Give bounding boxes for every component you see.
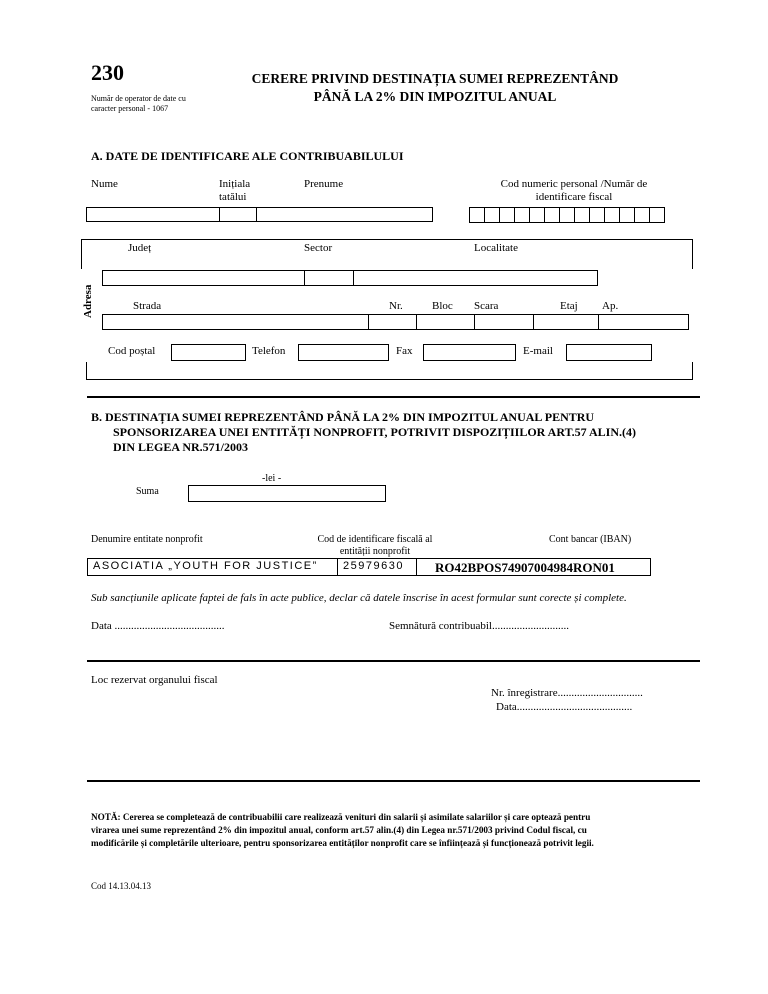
label-adresa: Adresa [82, 284, 94, 318]
form-number: 230 [91, 60, 124, 85]
cnp-cell[interactable] [469, 207, 485, 223]
label-bloc: Bloc [432, 300, 453, 312]
label-prenume: Prenume [304, 178, 344, 190]
denumire-field[interactable]: ASOCIATIA „YOUTH FOR JUSTICE” [87, 558, 338, 576]
label-iban: Cont bancar (IBAN) [549, 534, 632, 545]
title-line-1: CERERE PRIVIND DESTINAȚIA SUMEI REPREZENTÂND [251, 71, 619, 86]
nr-input[interactable] [368, 314, 417, 330]
operator-line-2: caracter personal - 1067 [91, 104, 169, 113]
label-strada: Strada [133, 300, 162, 312]
label-cif-line-1: Cod de identificare fiscală al [317, 534, 433, 545]
prenume-input[interactable] [256, 207, 433, 222]
scara-input[interactable] [474, 314, 534, 330]
nota [91, 811, 594, 850]
nota-line-1: NOTĂ: Cererea se completează de contribuabilii care realizează venituri din salarii și asimilate salariilor și care optează pentru [91, 812, 591, 822]
cnp-cell[interactable] [649, 207, 665, 223]
cnp-cell[interactable] [499, 207, 515, 223]
ap-input[interactable] [598, 314, 689, 330]
iban-field[interactable]: RO42BPOS74907004984RON01 [416, 558, 651, 576]
fiscal-data-line: Data.......................................... [496, 701, 633, 713]
section-a-heading: A. DATE DE IDENTIFICARE ALE CONTRIBUABILULUI [91, 149, 404, 163]
judet-input[interactable] [102, 270, 305, 286]
address-frame-right-bottom [692, 362, 693, 380]
cnp-cell[interactable] [589, 207, 605, 223]
label-localitate: Localitate [474, 242, 518, 254]
label-judet: Județ [128, 242, 152, 254]
telefon-input[interactable] [298, 344, 389, 361]
label-telefon: Telefon [252, 345, 286, 357]
label-initiala-line-2: tatălui [219, 191, 247, 203]
label-nr: Nr. [389, 300, 403, 312]
suma-input[interactable] [188, 485, 386, 502]
label-ap: Ap. [602, 300, 619, 312]
fiscal-label: Loc rezervat organului fiscal [91, 674, 218, 686]
data-line: Data ........................................ [91, 620, 225, 632]
initiala-input[interactable] [219, 207, 257, 222]
nr-inregistrare-line: Nr. înregistrare............................... [491, 687, 643, 699]
label-initiala [219, 178, 250, 204]
label-cnp-line-2: identificare fiscal [535, 191, 613, 203]
cod-postal-input[interactable] [171, 344, 246, 361]
label-scara: Scara [474, 300, 499, 312]
cnp-cell[interactable] [529, 207, 545, 223]
sector-input[interactable] [304, 270, 354, 286]
operator-line-1: Număr de operator de date cu [91, 94, 186, 103]
label-initiala-line-1: Inițiala [219, 178, 251, 190]
footer-code: Cod 14.13.04.13 [91, 881, 152, 891]
localitate-input[interactable] [353, 270, 598, 286]
cnp-cell[interactable] [544, 207, 560, 223]
cnp-cell[interactable] [559, 207, 575, 223]
operator-note [91, 94, 186, 114]
title-line-2: PÂNĂ LA 2% DIN IMPOZITUL ANUAL [313, 89, 557, 104]
cnp-cell[interactable] [604, 207, 620, 223]
bloc-input[interactable] [416, 314, 475, 330]
label-cnp-line-1: Cod numeric personal /Număr de [500, 178, 648, 190]
cif-field[interactable]: 25979630 [337, 558, 417, 576]
cnp-cell[interactable] [574, 207, 590, 223]
label-cod-postal: Cod poștal [108, 345, 156, 357]
label-lei: -lei - [262, 473, 282, 484]
fax-input[interactable] [423, 344, 516, 361]
cnp-cell[interactable] [619, 207, 635, 223]
cnp-cell[interactable] [484, 207, 500, 223]
label-suma: Suma [136, 486, 159, 497]
nota-line-3: modificările și completările ulterioare, pentru sponsorizarea entităților nonprofit care se înființează și funcționează potrivit legii. [91, 838, 594, 848]
label-etaj: Etaj [560, 300, 578, 312]
email-input[interactable] [566, 344, 652, 361]
label-fax: Fax [396, 345, 413, 357]
section-b-heading-line-3: DIN LEGEA NR.571/2003 [113, 440, 249, 454]
declaration-text: Sub sancțiunile aplicate faptei de fals în acte publice, declar că datele înscrise în acest formular sunt corecte și complete. [91, 592, 627, 604]
nota-line-2: virarea unei sume reprezentând 2% din impozitul anual, conform art.57 alin.(4) din Legea nr.571/2003 privind Codul fiscal, cu [91, 825, 587, 835]
strada-input[interactable] [102, 314, 369, 330]
page-title [220, 70, 650, 106]
etaj-input[interactable] [533, 314, 599, 330]
address-frame-left-top [81, 239, 82, 269]
label-email: E-mail [523, 345, 553, 357]
nume-input[interactable] [86, 207, 220, 222]
section-b-heading-line-1: B. DESTINAȚIA SUMEI REPREZENTÂND PÂNĂ LA 2% DIN IMPOZITUL ANUAL PENTRU [91, 410, 595, 424]
label-cnp [474, 178, 674, 204]
cnp-cell[interactable] [514, 207, 530, 223]
label-sector: Sector [304, 242, 333, 254]
cnp-cell[interactable] [634, 207, 650, 223]
label-nume: Nume [91, 178, 118, 190]
signature-line: Semnătură contribuabil............................ [389, 620, 569, 632]
divider [87, 780, 700, 782]
address-frame-left-bottom [86, 362, 87, 380]
label-cif-line-2: entității nonprofit [339, 546, 411, 557]
divider [87, 660, 700, 662]
divider [87, 396, 700, 398]
label-denumire: Denumire entitate nonprofit [91, 534, 203, 545]
address-frame-top [81, 239, 693, 240]
section-b-heading [91, 410, 636, 455]
address-frame-bottom [86, 379, 693, 380]
section-b-heading-line-2: SPONSORIZAREA UNEI ENTITĂȚI NONPROFIT, POTRIVIT DISPOZIȚIILOR ART.57 ALIN.(4) [113, 425, 637, 439]
address-frame-right-top [692, 239, 693, 269]
label-cif [300, 534, 450, 558]
